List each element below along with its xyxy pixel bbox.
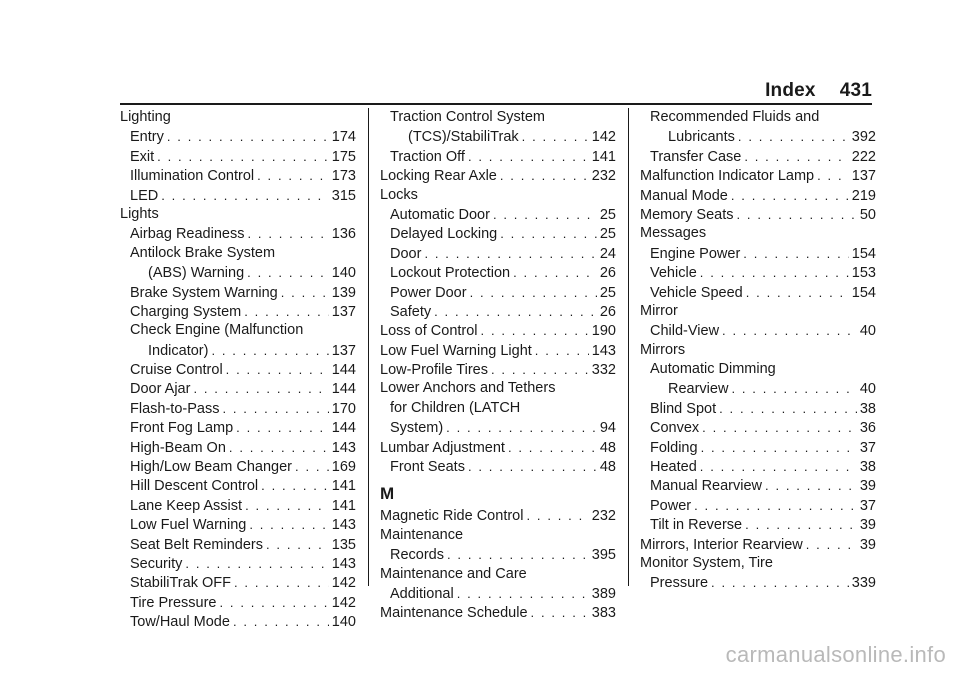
entry-page-number: 143 xyxy=(331,517,356,534)
entry-text: Delayed Locking xyxy=(390,226,498,243)
entry-text: Recommended Fluids and xyxy=(650,109,820,125)
entry-page-number: 39 xyxy=(859,478,876,495)
entry-text: Magnetic Ride Control xyxy=(380,508,524,525)
entry-text: Messages xyxy=(640,225,707,242)
entry-page-number: 48 xyxy=(599,439,616,456)
entry-text: Power xyxy=(650,497,692,514)
entry-text: Locks xyxy=(380,186,418,203)
index-entry xyxy=(640,554,876,573)
entry-page-number: 232 xyxy=(591,508,616,525)
entry-text: Folding xyxy=(650,439,698,456)
leader-dots xyxy=(731,186,849,205)
entry-text: Safety xyxy=(390,303,432,320)
entry-page-number: 94 xyxy=(599,420,616,437)
index-entry xyxy=(380,186,616,205)
entry-text: Illumination Control xyxy=(130,168,255,185)
entry-text: Charging System xyxy=(130,303,242,320)
leader-dots xyxy=(457,584,589,603)
index-entry xyxy=(640,360,876,379)
entry-text: Mirror xyxy=(640,302,678,319)
entry-text: Memory Seats xyxy=(640,206,734,223)
entry-text: Hill Descent Control xyxy=(130,478,259,495)
entry-page-number: 395 xyxy=(591,547,616,564)
leader-dots xyxy=(226,360,329,379)
entry-page-number: 26 xyxy=(599,265,616,282)
leader-dots xyxy=(470,283,597,302)
index-entry xyxy=(120,399,356,418)
entry-text: Child-View xyxy=(650,323,720,340)
entry-page-number: 389 xyxy=(591,585,616,602)
leader-dots xyxy=(193,379,328,398)
leader-dots xyxy=(743,244,849,263)
entry-page-number: 143 xyxy=(331,555,356,572)
entry-text: Front Seats xyxy=(390,459,465,476)
entry-text: Rearview xyxy=(668,381,729,398)
entry-page-number: 48 xyxy=(599,459,616,476)
leader-dots xyxy=(700,457,857,476)
entry-text: Lane Keep Assist xyxy=(130,497,243,514)
entry-text: Cruise Control xyxy=(130,362,223,379)
index-entry xyxy=(380,321,616,340)
entry-page-number: 142 xyxy=(591,129,616,146)
entry-page-number: 36 xyxy=(859,420,876,437)
index-entry xyxy=(380,302,616,321)
index-entry xyxy=(120,457,356,476)
entry-text: Automatic Door xyxy=(390,206,490,223)
index-entry xyxy=(380,166,616,185)
entry-text: Exit xyxy=(130,148,155,165)
index-column-1 xyxy=(120,108,356,632)
entry-page-number: 40 xyxy=(859,381,876,398)
entry-page-number: 39 xyxy=(859,536,876,553)
leader-dots xyxy=(694,496,857,515)
leader-dots xyxy=(745,515,857,534)
entry-text: Maintenance Schedule xyxy=(380,605,528,622)
leader-dots xyxy=(245,496,329,515)
entry-text: Traction Control System xyxy=(390,109,545,125)
index-entry xyxy=(380,584,616,603)
index-entry xyxy=(640,341,876,360)
leader-dots xyxy=(526,506,588,525)
header-rule xyxy=(120,103,872,105)
index-entry xyxy=(120,127,356,146)
entry-text: Door xyxy=(390,245,422,262)
index-entry xyxy=(640,244,876,263)
entry-page-number: 144 xyxy=(331,420,356,437)
entry-text: High-Beam On xyxy=(130,439,226,456)
entry-page-number: 154 xyxy=(851,284,876,301)
leader-dots xyxy=(244,302,329,321)
index-entry xyxy=(640,224,876,243)
leader-dots xyxy=(161,186,329,205)
leader-dots xyxy=(806,535,857,554)
leader-dots xyxy=(222,399,328,418)
entry-page-number: 25 xyxy=(599,284,616,301)
entry-page-number: 141 xyxy=(331,497,356,514)
index-entry xyxy=(120,205,356,224)
entry-text: Flash-to-Pass xyxy=(130,400,220,417)
entry-page-number: 392 xyxy=(851,129,876,146)
leader-dots xyxy=(185,554,328,573)
index-entry xyxy=(380,379,616,398)
entry-text: Records xyxy=(390,547,444,564)
entry-text: Power Door xyxy=(390,284,467,301)
index-entry xyxy=(120,283,356,302)
index-entry xyxy=(120,515,356,534)
entry-text: Door Ajar xyxy=(130,381,191,398)
entry-page-number: 40 xyxy=(859,323,876,340)
entry-text: Mirrors xyxy=(640,341,686,358)
entry-page-number: 144 xyxy=(331,362,356,379)
leader-dots xyxy=(281,283,329,302)
leader-dots xyxy=(535,341,589,360)
index-entry xyxy=(120,147,356,166)
entry-text: Check Engine (Malfunction xyxy=(130,322,304,339)
leader-dots xyxy=(295,457,329,476)
leader-dots xyxy=(266,535,329,554)
leader-dots xyxy=(722,321,857,340)
entry-text: Front Fog Lamp xyxy=(130,420,234,437)
entry-page-number: 170 xyxy=(331,400,356,417)
leader-dots xyxy=(744,147,848,166)
entry-page-number: 339 xyxy=(851,575,876,592)
entry-text: Manual Mode xyxy=(640,187,728,204)
leader-dots xyxy=(261,476,329,495)
entry-page-number: 222 xyxy=(851,148,876,165)
index-entry xyxy=(640,127,876,146)
entry-text: Lights xyxy=(120,205,159,222)
index-entry xyxy=(640,515,876,534)
entry-text: Engine Power xyxy=(650,245,741,262)
entry-page-number: 232 xyxy=(591,168,616,185)
leader-dots xyxy=(468,457,597,476)
leader-dots xyxy=(531,603,589,622)
index-entry xyxy=(640,535,876,554)
leader-dots xyxy=(468,147,589,166)
index-entry xyxy=(120,244,356,263)
leader-dots xyxy=(746,283,849,302)
index-column-3 xyxy=(640,108,876,593)
entry-page-number: 315 xyxy=(331,187,356,204)
entry-text: Brake System Warning xyxy=(130,284,278,301)
leader-dots xyxy=(508,438,597,457)
entry-text: Lockout Protection xyxy=(390,265,511,282)
entry-text: Lower Anchors and Tethers xyxy=(380,380,556,397)
entry-page-number: 174 xyxy=(331,129,356,146)
index-entry xyxy=(120,186,356,205)
index-entry xyxy=(380,565,616,584)
index-entry xyxy=(120,302,356,321)
index-entry xyxy=(380,526,616,545)
leader-dots xyxy=(446,418,597,437)
entry-page-number: 143 xyxy=(331,439,356,456)
leader-dots xyxy=(234,573,329,592)
leader-dots xyxy=(247,263,329,282)
leader-dots xyxy=(211,341,328,360)
index-entry xyxy=(120,341,356,360)
leader-dots xyxy=(167,127,329,146)
index-entry xyxy=(380,127,616,146)
entry-text: Malfunction Indicator Lamp xyxy=(640,168,815,185)
entry-page-number: 50 xyxy=(859,206,876,223)
index-entry xyxy=(120,321,356,340)
leader-dots xyxy=(257,166,329,185)
entry-text: Maintenance xyxy=(380,526,464,543)
leader-dots xyxy=(701,438,857,457)
entry-text: Seat Belt Reminders xyxy=(130,536,263,553)
index-entry xyxy=(120,535,356,554)
entry-page-number: 383 xyxy=(591,605,616,622)
index-entry xyxy=(120,438,356,457)
entry-page-number: 154 xyxy=(851,245,876,262)
entry-page-number: 144 xyxy=(331,381,356,398)
section-letter: M xyxy=(380,484,395,504)
index-entry xyxy=(120,612,356,631)
entry-page-number: 25 xyxy=(599,206,616,223)
index-entry xyxy=(380,263,616,282)
entry-page-number: 142 xyxy=(331,594,356,611)
entry-text: Transfer Case xyxy=(650,148,742,165)
index-entry xyxy=(380,545,616,564)
index-entry xyxy=(380,147,616,166)
entry-page-number: 169 xyxy=(331,459,356,476)
index-entry xyxy=(380,399,616,418)
entry-page-number: 37 xyxy=(859,497,876,514)
entry-page-number: 137 xyxy=(331,303,356,320)
entry-page-number: 142 xyxy=(331,575,356,592)
leader-dots xyxy=(700,263,849,282)
index-entry xyxy=(380,108,616,127)
index-entry xyxy=(640,379,876,398)
index-entry xyxy=(120,573,356,592)
leader-dots xyxy=(236,418,329,437)
watermark: carmanualsonline.info xyxy=(725,642,946,667)
index-entry xyxy=(380,603,616,622)
index-entry xyxy=(640,283,876,302)
index-column-2 xyxy=(380,108,616,623)
entry-page-number: 332 xyxy=(591,362,616,379)
index-entry xyxy=(120,166,356,185)
index-entry xyxy=(640,573,876,592)
entry-page-number: 137 xyxy=(331,342,356,359)
entry-text: Antilock Brake System xyxy=(130,244,276,261)
index-entry xyxy=(640,166,876,185)
entry-text: Indicator) xyxy=(148,342,209,359)
entry-text: (TCS)/StabiliTrak xyxy=(408,129,519,146)
index-entry xyxy=(380,205,616,224)
leader-dots xyxy=(219,593,328,612)
leader-dots xyxy=(731,379,856,398)
index-entry xyxy=(120,418,356,437)
entry-text: Vehicle Speed xyxy=(650,284,743,301)
entry-text: Manual Rearview xyxy=(650,478,763,495)
entry-page-number: 26 xyxy=(599,303,616,320)
leader-dots xyxy=(249,515,328,534)
leader-dots xyxy=(229,438,329,457)
entry-text: Low Fuel Warning xyxy=(130,517,247,534)
index-title: Index xyxy=(765,80,816,101)
entry-text: Entry xyxy=(130,129,164,146)
index-entry xyxy=(120,496,356,515)
entry-text: Tilt in Reverse xyxy=(650,517,743,534)
index-entry xyxy=(120,108,356,127)
leader-dots xyxy=(719,399,857,418)
entry-text: Vehicle xyxy=(650,265,697,282)
index-entry xyxy=(120,379,356,398)
index-entry xyxy=(120,224,356,243)
entry-text: Additional xyxy=(390,585,454,602)
leader-dots xyxy=(434,302,597,321)
index-entry xyxy=(640,108,876,127)
entry-text: Traction Off xyxy=(390,148,465,165)
entry-page-number: 39 xyxy=(859,517,876,534)
entry-text: Blind Spot xyxy=(650,400,717,417)
index-entry xyxy=(640,476,876,495)
index-entry xyxy=(120,554,356,573)
entry-text: Maintenance and Care xyxy=(380,565,527,582)
index-entry xyxy=(640,263,876,282)
index-entry xyxy=(120,593,356,612)
entry-text: System) xyxy=(390,420,444,437)
leader-dots xyxy=(481,321,589,340)
entry-text: Lubricants xyxy=(668,129,735,146)
index-entry xyxy=(640,496,876,515)
entry-text: Tire Pressure xyxy=(130,594,217,611)
entry-text: Automatic Dimming xyxy=(650,361,776,378)
leader-dots xyxy=(711,573,849,592)
index-entry xyxy=(640,418,876,437)
leader-dots xyxy=(500,166,589,185)
entry-text: for Children (LATCH xyxy=(390,399,521,416)
entry-page-number: 136 xyxy=(331,226,356,243)
entry-page-number: 24 xyxy=(599,245,616,262)
entry-page-number: 140 xyxy=(331,265,356,282)
entry-text: Tow/Haul Mode xyxy=(130,614,230,631)
entry-page-number: 38 xyxy=(859,400,876,417)
entry-page-number: 137 xyxy=(851,168,876,185)
leader-dots xyxy=(765,476,857,495)
leader-dots xyxy=(736,205,856,224)
index-entry xyxy=(640,205,876,224)
entry-text: Security xyxy=(130,555,183,572)
entry-page-number: 219 xyxy=(851,187,876,204)
entry-text: Pressure xyxy=(650,575,709,592)
index-entry xyxy=(640,147,876,166)
column-divider xyxy=(368,108,369,586)
index-entry xyxy=(120,360,356,379)
index-entry xyxy=(380,457,616,476)
entry-page-number: 139 xyxy=(331,284,356,301)
index-entry xyxy=(380,283,616,302)
leader-dots xyxy=(493,205,597,224)
index-entry xyxy=(640,321,876,340)
entry-text: Lumbar Adjustment xyxy=(380,439,505,456)
index-entry xyxy=(120,263,356,282)
entry-page-number: 175 xyxy=(331,148,356,165)
entry-page-number: 135 xyxy=(331,536,356,553)
leader-dots xyxy=(513,263,597,282)
leader-dots xyxy=(738,127,849,146)
index-entry xyxy=(640,186,876,205)
page-number: 431 xyxy=(839,80,872,101)
entry-text: LED xyxy=(130,187,159,204)
leader-dots xyxy=(424,244,596,263)
entry-page-number: 143 xyxy=(591,342,616,359)
index-entry xyxy=(640,302,876,321)
entry-text: StabiliTrak OFF xyxy=(130,575,231,592)
leader-dots xyxy=(247,224,328,243)
leader-dots xyxy=(522,127,589,146)
leader-dots xyxy=(500,224,597,243)
entry-page-number: 25 xyxy=(599,226,616,243)
index-entry xyxy=(120,476,356,495)
index-entry xyxy=(380,506,616,525)
entry-page-number: 140 xyxy=(331,614,356,631)
index-entry xyxy=(380,438,616,457)
index-entry xyxy=(380,244,616,263)
entry-page-number: 141 xyxy=(331,478,356,495)
leader-dots xyxy=(817,166,849,185)
entry-text: Mirrors, Interior Rearview xyxy=(640,536,803,553)
entry-text: Loss of Control xyxy=(380,323,478,340)
leader-dots xyxy=(491,360,589,379)
entry-text: Locking Rear Axle xyxy=(380,168,497,185)
index-entry xyxy=(380,224,616,243)
index-entry xyxy=(380,341,616,360)
entry-page-number: 38 xyxy=(859,459,876,476)
entry-page-number: 153 xyxy=(851,265,876,282)
entry-text: (ABS) Warning xyxy=(148,265,245,282)
entry-text: Heated xyxy=(650,459,697,476)
entry-text: Lighting xyxy=(120,109,171,125)
leader-dots xyxy=(233,612,329,631)
index-entry xyxy=(380,360,616,379)
entry-page-number: 173 xyxy=(331,168,356,185)
index-entry xyxy=(640,438,876,457)
page-header xyxy=(765,80,872,102)
entry-page-number: 190 xyxy=(591,323,616,340)
column-divider xyxy=(628,108,629,586)
leader-dots xyxy=(702,418,857,437)
entry-text: Airbag Readiness xyxy=(130,226,245,243)
index-entry xyxy=(640,457,876,476)
index-entry xyxy=(380,418,616,437)
entry-text: Convex xyxy=(650,420,700,437)
entry-page-number: 141 xyxy=(591,148,616,165)
entry-text: Monitor System, Tire xyxy=(640,554,773,571)
entry-page-number: 37 xyxy=(859,439,876,456)
leader-dots xyxy=(447,545,589,564)
leader-dots xyxy=(157,147,329,166)
entry-text: Low-Profile Tires xyxy=(380,362,488,379)
index-entry xyxy=(640,399,876,418)
entry-text: High/Low Beam Changer xyxy=(130,459,293,476)
entry-text: Low Fuel Warning Light xyxy=(380,342,532,359)
